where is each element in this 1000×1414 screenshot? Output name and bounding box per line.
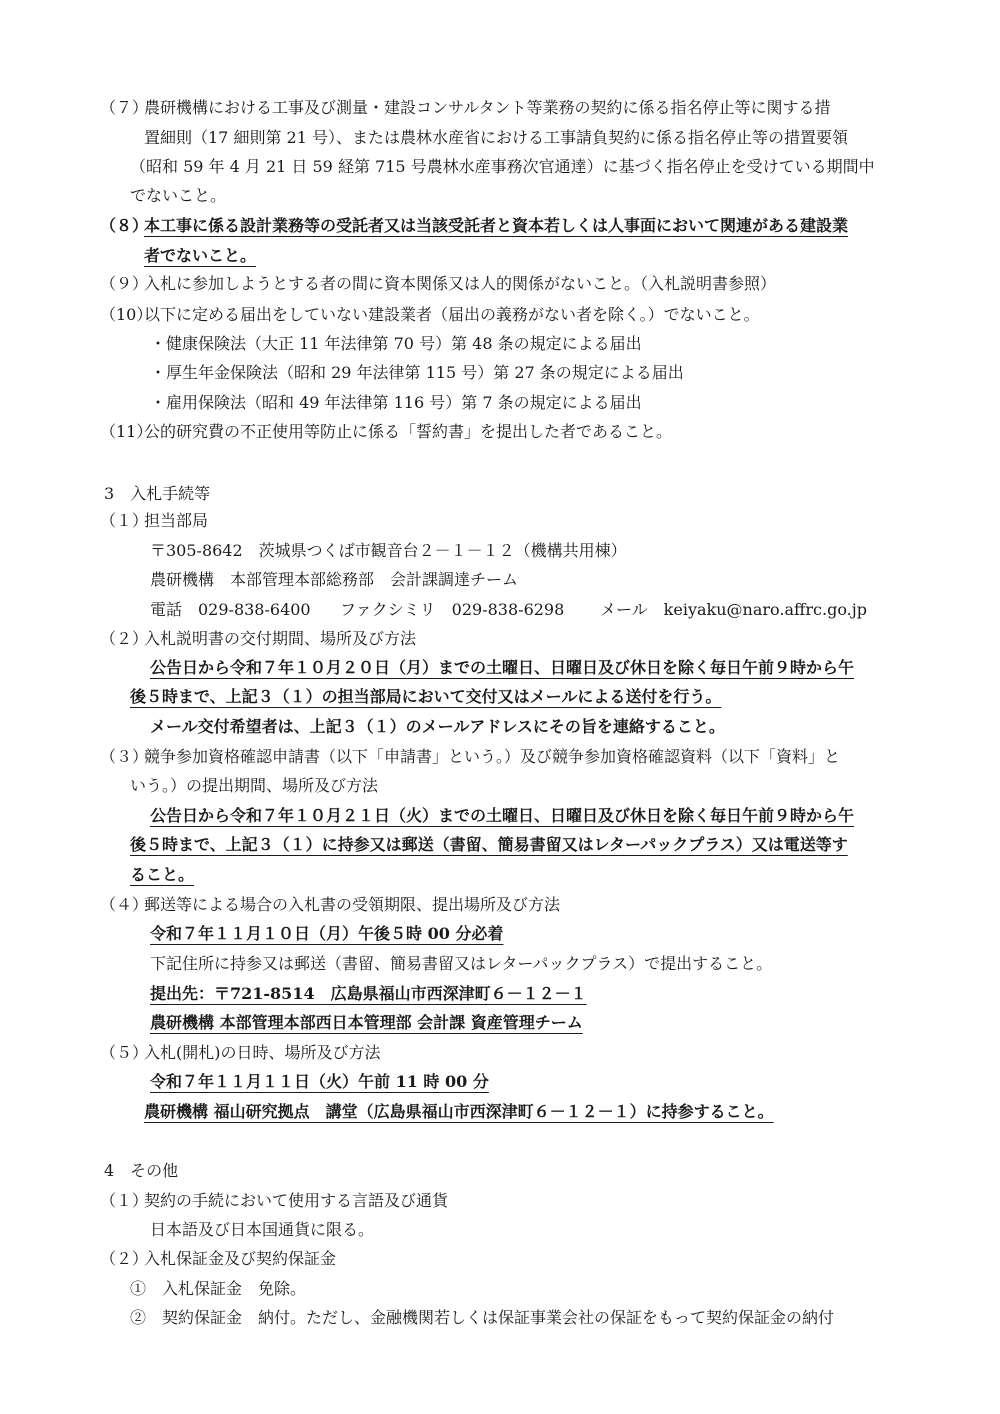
section-4-1-title: （１）契約の手続において使用する言語及び通貨 (100, 1191, 449, 1210)
item-10-bullet-1: ・健康保険法（大正 11 年法律第 70 号）第 48 条の規定による届出 (150, 334, 642, 353)
item-10-bullet-3: ・雇用保険法（昭和 49 年法律第 116 号）第 7 条の規定による届出 (150, 393, 642, 412)
submission-department: 農研機構 本部管理本部西日本管理部 会計課 資産管理チーム (150, 1013, 583, 1032)
item-11: （11）公的研究費の不正使用等防止に係る「誓約書」を提出した者であること。 (100, 422, 673, 441)
item-9: （９）入札に参加しようとする者の間に資本関係又は人的関係がないこと。（入札説明書参照） (100, 274, 777, 293)
section-3-2-line-1: 公告日から令和７年１０月２０日（月）までの土曜日、日曜日及び休日を除く毎日午前９時から午 (150, 658, 855, 677)
section-3-2-line-2: 後５時まで、上記３（１）の担当部局において交付又はメールによる送付を行う。 (130, 687, 722, 706)
item-7-line-1: （７）農研機構における工事及び測量・建設コンサルタント等業務の契約に係る指名停止等に関する措 (100, 98, 831, 117)
section-3-heading: 3 入札手続等 (104, 484, 211, 503)
section-3-3-title-2: いう。）の提出期間、場所及び方法 (130, 776, 379, 795)
contact-fax: ファクシミリ 029-838-6298 (340, 600, 565, 619)
item-8-line-1: （８）本工事に係る設計業務等の受託者又は当該受託者と資本若しくは人事面において関連がある建設業 (100, 216, 849, 235)
item-9-number: （９） (100, 274, 149, 293)
submission-destination: 提出先：〒721-8514 広島県福山市西深津町６－１２－１ (150, 984, 587, 1003)
section-3-2-title: （２）入札説明書の交付期間、場所及び方法 (100, 629, 417, 648)
section-3-5-title: （５）入札(開札)の日時、場所及び方法 (100, 1043, 381, 1062)
item-7-number: （７） (100, 98, 149, 117)
opening-place: 農研機構 福山研究拠点 講堂（広島県福山市西深津町６－１２－１）に持参すること。 (144, 1102, 774, 1121)
section-3-3-line-1: 公告日から令和７年１０月２１日（火）までの土曜日、日曜日及び休日を除く毎日午前９時から午 (150, 806, 855, 825)
opening-datetime: 令和７年１１月１１日（火）午前 11 時 00 分 (150, 1072, 489, 1091)
submission-deadline: 令和７年１１月１０日（月）午後５時 00 分必着 (150, 924, 504, 943)
contact-department: 農研機構 本部管理本部総務部 会計課調達チーム (150, 570, 519, 589)
item-10-number: （10） (100, 305, 153, 324)
section-3-2-line-3: メール交付希望者は、上記３（１）のメールアドレスにその旨を連絡すること。 (150, 717, 725, 736)
submission-method: 下記住所に持参又は郵送（書留、簡易書留又はレターパックプラス）で提出すること。 (150, 954, 773, 973)
section-4-1-text: 日本語及び日本国通貨に限る。 (150, 1220, 375, 1239)
section-3-3-title-1: （３）競争参加資格確認申請書（以下「申請書」という。）及び競争参加資格確認資料（以下「資料」と (100, 747, 841, 766)
section-3-1-title: （１）担当部局 (100, 511, 209, 530)
item-7-line-4: でないこと。 (130, 186, 227, 205)
item-10-bullet-2: ・厚生年金保険法（昭和 29 年法律第 115 号）第 27 条の規定による届出 (150, 363, 684, 382)
contact-email: メール keiyaku@naro.affrc.go.jp (600, 600, 867, 619)
item-7-line-2: 置細則（17 細則第 21 号）、または農林水産省における工事請負契約に係る指名停止等の措置要領 (144, 128, 848, 147)
contact-address: 〒305-8642 茨城県つくば市観音台２－１－１２（機構共用棟） (150, 541, 627, 560)
item-10: （10）以下に定める届出をしていない建設業者（届出の義務がない者を除く。）でないこと。 (100, 305, 760, 324)
section-3-3-line-3: ること。 (130, 865, 195, 884)
item-11-number: （11） (100, 422, 153, 441)
section-3-3-line-2: 後５時まで、上記３（１）に持参又は郵送（書留、簡易書留又はレターパックプラス）又は電送等す (130, 835, 848, 854)
item-8-line-2: 者でないこと。 (144, 246, 257, 265)
item-7-line-3: （昭和 59 年 4 月 21 日 59 経第 715 号農林水産事務次官通達）に基づく指名停止を受けている期間中 (130, 157, 875, 176)
section-3-4-title: （４）郵送等による場合の入札書の受領期限、提出場所及び方法 (100, 895, 561, 914)
contact-phone: 電話 029-838-6400 (150, 600, 311, 619)
item-8-number: （８） (100, 216, 149, 235)
section-4-2-title: （２）入札保証金及び契約保証金 (100, 1249, 337, 1268)
section-4-heading: 4 その他 (104, 1161, 179, 1180)
bid-deposit: ① 入札保証金 免除。 (130, 1279, 307, 1298)
contract-deposit: ② 契約保証金 納付。ただし、金融機関若しくは保証事業会社の保証をもって契約保証金の納付 (130, 1308, 835, 1327)
